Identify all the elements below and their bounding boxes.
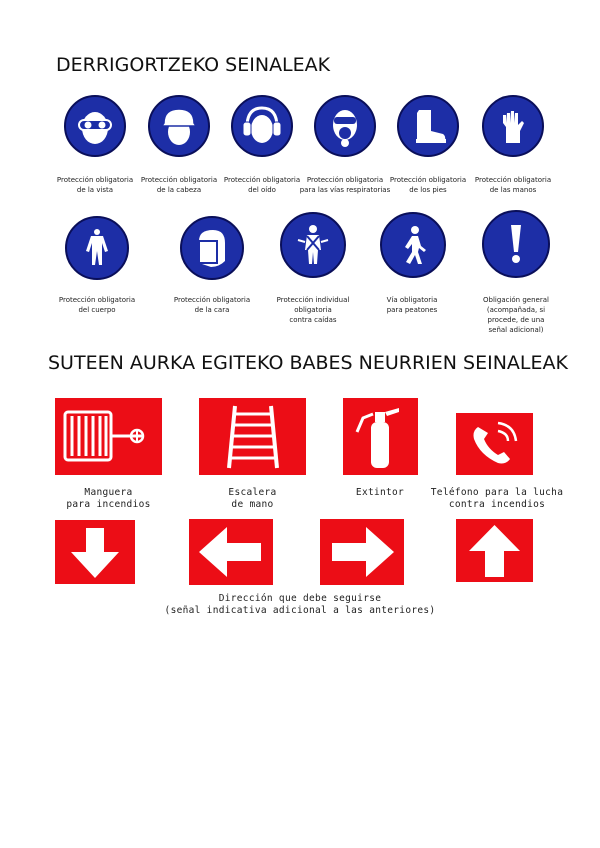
extinguisher-sign <box>343 398 418 475</box>
caption-head-protection: Protección obligatoria de la cabeza <box>140 176 218 194</box>
arrow-left-sign <box>189 519 273 585</box>
caption-fall-protection: Protección individual obligatoria contra caídas <box>276 296 350 324</box>
extinguisher-icon <box>343 398 418 475</box>
overall-icon <box>72 223 122 273</box>
harness-sign <box>280 212 346 278</box>
caption-foot-protection: Protección obligatoria de los pies <box>389 176 467 194</box>
arrow-down-icon <box>55 520 135 584</box>
ear-defenders-sign <box>231 95 293 157</box>
harness-icon <box>288 220 338 270</box>
face-shield-icon <box>187 223 237 273</box>
section-title-fire: SUTEEN AURKA EGITEKO BABES NEURRIEN SEINALEAK <box>48 352 568 374</box>
caption-general-obligation: Obligación general (acompañada, si procede, de una señal adicional) <box>483 296 549 334</box>
glove-icon <box>488 101 538 151</box>
fire-hose-sign <box>55 398 162 475</box>
helmet-sign <box>148 95 210 157</box>
caption-direction: Dirección que debe seguirse (señal indicativa adicional a las anteriores) <box>164 593 436 616</box>
boot-icon <box>403 101 453 151</box>
caption-ladder: Escalera de mano <box>228 487 277 510</box>
face-shield-sign <box>180 216 244 280</box>
arrow-right-sign <box>320 519 404 585</box>
arrow-down-sign <box>55 520 135 584</box>
ladder-sign <box>199 398 306 475</box>
caption-extinguisher: Extintor <box>355 487 405 498</box>
pedestrian-sign <box>380 212 446 278</box>
caption-hand-protection: Protección obligatoria de las manos <box>474 176 552 194</box>
goggles-sign <box>64 95 126 157</box>
telephone-sign <box>456 413 533 475</box>
ear-defenders-icon <box>237 101 287 151</box>
fire-hose-icon <box>55 398 162 475</box>
arrow-right-icon <box>320 519 404 585</box>
arrow-up-icon <box>456 519 533 582</box>
ladder-icon <box>199 398 306 475</box>
pedestrian-icon <box>388 220 438 270</box>
caption-ear-protection: Protección obligatoria del oído <box>223 176 301 194</box>
arrow-up-sign <box>456 519 533 582</box>
exclamation-icon <box>491 219 541 269</box>
overall-sign <box>65 216 129 280</box>
caption-respiratory-protection: Protección obligatoria para las vías respiratorias <box>299 176 391 194</box>
respirator-icon <box>320 101 370 151</box>
glove-sign <box>482 95 544 157</box>
boot-sign <box>397 95 459 157</box>
respirator-sign <box>314 95 376 157</box>
goggles-icon <box>70 101 120 151</box>
caption-face-protection: Protección obligatoria de la cara <box>173 296 251 314</box>
exclamation-sign <box>482 210 550 278</box>
caption-eye-protection: Protección obligatoria de la vista <box>56 176 134 194</box>
caption-fire-telephone: Teléfono para la lucha contra incendios <box>430 487 564 510</box>
section-title-mandatory: DERRIGORTZEKO SEINALEAK <box>56 54 331 76</box>
caption-body-protection: Protección obligatoria del cuerpo <box>58 296 136 314</box>
caption-fire-hose: Manguera para incendios <box>66 487 151 510</box>
caption-pedestrian-way: Vía obligatoria para peatones <box>386 296 438 314</box>
arrow-left-icon <box>189 519 273 585</box>
telephone-icon <box>456 413 533 475</box>
helmet-icon <box>154 101 204 151</box>
